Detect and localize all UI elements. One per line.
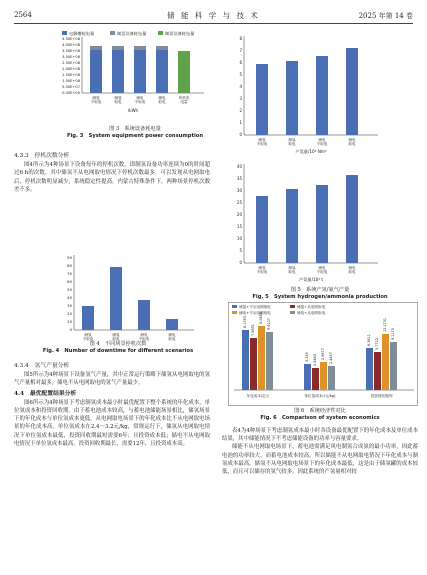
svg-text:储电: 储电 [158,96,166,100]
svg-text:储电: 储电 [318,266,326,270]
svg-text:7.5891: 7.5891 [251,324,255,336]
svg-text:取电: 取电 [112,337,120,341]
svg-text:不取电: 不取电 [256,142,268,146]
svg-text:20: 20 [67,311,72,316]
svg-text:取电: 取电 [114,100,122,104]
svg-text:储电+从电网取电: 储电+从电网取电 [297,311,326,315]
svg-text:60: 60 [67,279,72,284]
svg-text:7: 7 [239,48,242,53]
svg-text:90: 90 [67,255,72,260]
fig3-caption-cn: 图 3 系统设备耗电量 [109,126,161,132]
svg-text:9.6107: 9.6107 [267,318,271,330]
svg-text:产氢量/10⁴ Nm³: 产氢量/10⁴ Nm³ [295,149,327,154]
fig6-caption-cn: 图 6 系统经济性对比 [294,408,346,414]
svg-text:储氢: 储氢 [258,138,266,142]
section-4-3-3: 4.3.3 停机次数分析 [14,153,70,159]
svg-text:储氢: 储氢 [114,96,122,100]
svg-text:不取电: 不取电 [138,337,150,341]
svg-text:2.50E+08: 2.50E+08 [62,61,80,65]
fig5-caption [222,287,418,301]
svg-text:6: 6 [239,60,242,65]
svg-text:储氢: 储氢 [92,96,100,100]
svg-text:5.00E+07: 5.00E+07 [62,85,80,89]
svg-text:单位氢成本/(元/kg): 单位氢成本/(元/kg) [304,394,336,398]
fig6-chart [228,302,418,406]
page-number-top: 2564 [14,11,32,19]
svg-text:15: 15 [236,224,242,229]
issue-info: 2025 年第 14 卷 [358,12,413,20]
svg-text:储氢: 储氢 [288,266,296,270]
svg-text:6.3811: 6.3811 [367,334,371,346]
svg-text:5: 5 [239,72,242,77]
left-column-lower [14,360,210,448]
svg-text:40: 40 [236,164,242,169]
svg-text:9.0848: 9.0848 [259,312,263,324]
svg-text:8: 8 [239,36,242,41]
svg-text:储电: 储电 [140,333,148,337]
svg-text:0.00E+00: 0.00E+00 [62,91,80,95]
svg-text:不取电: 不取电 [316,270,328,274]
paragraph-4-4-b: 表4为4种场景下考虑制氢成本最小时各设备最优配置下的年化成本及单位成本结果，其中储能情况下不考虑储能设备的功率与容量要求。 [222,428,418,443]
svg-text:储电: 储电 [168,333,176,337]
svg-text:储氢+不从电网取电: 储氢+不从电网取电 [239,305,271,309]
svg-text:3: 3 [239,96,242,101]
svg-text:不取电: 不取电 [90,100,102,104]
svg-text:2.4457: 2.4457 [329,352,333,364]
paragraph-4-4-a: 图6所示为4种场景下考虑制氢成本最小时最优配置下整个系统的年化成本、单位氢成本和投资回收期。由于蓄电池成本较高，与蓄电池储能场景相比，储氢场景下的年化成本与单位氢成本更低。从电网取电场景下的年化成本比不从电网取电场景的年化成本高，单位氢成本在2.4～3.2元/kg，常规运行下，储氢从电网取电情况下单位氢成本最低，投资回收期最短需要6年；且投资成本低；储电不从电网取电情况下单位氢成本最高，投资回收期最长，需要12年，且投资成本高。 [14,399,210,447]
fig3-legend [62,30,194,37]
svg-text:电量: 电量 [180,100,188,104]
svg-text:取电: 取电 [348,142,356,146]
svg-text:储电: 储电 [348,138,356,142]
fig5-ammonia-bars [256,175,358,263]
svg-text:9.1173: 9.1173 [391,328,395,340]
svg-text:40: 40 [67,295,72,300]
svg-text:储氢: 储氢 [288,138,296,142]
svg-text:4.00E+08: 4.00E+08 [62,43,80,47]
svg-text:取电: 取电 [288,142,296,146]
svg-text:储电: 储电 [348,266,356,270]
svg-text:储电+不从电网取电: 储电+不从电网取电 [239,311,271,315]
svg-text:25: 25 [236,200,242,205]
fig5-chart [228,28,418,286]
svg-text:30: 30 [236,188,242,193]
svg-text:80: 80 [67,263,72,268]
svg-text:取电: 取电 [158,100,166,104]
fig4-chart [58,247,198,341]
svg-text:70: 70 [67,271,72,276]
right-column-text [222,427,418,476]
svg-text:4: 4 [239,84,242,89]
fig4-caption-en: Fig. 4 Number of downtime for different scenarios [42,348,194,354]
fig6-caption-en: Fig. 6 Comparison of system economics [260,415,380,421]
svg-text:取电: 取电 [168,337,176,341]
paragraph-4-3-4: 图5所示为4种场景下设备氢气产量，其中正常运行策略下储氢从电网取电的氢气产量相对最多，储电不从电网取电的氢气产量最少。 [14,372,210,387]
svg-text:1.50E+08: 1.50E+08 [62,73,80,77]
svg-text:10: 10 [236,236,242,241]
fig5-caption-cn: 图 5 系统产氢/氨气产量 [290,287,350,293]
svg-text:3.259: 3.259 [305,352,309,362]
svg-text:3.00E+08: 3.00E+08 [62,55,80,59]
svg-text:储氢: 储氢 [84,333,92,337]
svg-text:2: 2 [239,108,242,113]
svg-text:制氢设备耗电量: 制氢设备耗电量 [117,31,147,36]
svg-text:0: 0 [69,327,72,332]
svg-text:产氨量/10⁴ t: 产氨量/10⁴ t [299,277,323,282]
left-column-upper [14,150,210,194]
fig5-caption-en: Fig. 5 System hydrogen/ammonia production [252,294,388,300]
svg-text:储电: 储电 [136,96,144,100]
fig6-caption [222,408,418,422]
page-header [14,8,413,22]
svg-text:20: 20 [236,212,242,217]
svg-text:5.7722: 5.7722 [375,338,379,350]
svg-text:50: 50 [67,287,72,292]
header-rule [14,23,413,24]
fig3-caption-en: Fig. 3 System equipment power consumption [66,133,204,139]
svg-text:储氢: 储氢 [112,333,120,337]
fig3-chart [58,28,208,120]
svg-text:风机发: 风机发 [178,96,190,100]
svg-text:不取电: 不取电 [316,142,328,146]
svg-text:30: 30 [67,303,72,308]
paragraph-4-3-3: 图4所示为4种场景下设备每年的停机次数，即制氢设备功率连续为0的时间超过6 h的次数。其中储氢不从电网取电情况下停机次数最多，可以发现从电网取电后，停机次数明显减少，系统稳定性提高。内蒙古特殊条件下，两种场景停机次数差不多。 [14,162,210,193]
svg-text:2.00E+08: 2.00E+08 [62,67,80,71]
svg-text:制氨设备耗电量: 制氨设备耗电量 [165,31,195,36]
svg-text:取电: 取电 [348,270,356,274]
svg-text:储氢+从电网取电: 储氢+从电网取电 [297,305,326,309]
paragraph-4-4-c: 储能不从电网取电场景下，蓄电池需满足风电制氢合成氨的最小功率，因此蓄电池的功率较大，而蓄电池成本较高，所以储能不从电网取电情况下年化成本与制氢成本最高。储氢不从电网取电场景下的年化成本最低，这是由于储氢罐的成本较低，而且可以储存的氢气较多，因此系统的产氢量相对较 [222,444,418,476]
svg-text:0: 0 [239,260,242,265]
fig4-caption [20,341,216,355]
svg-text:储氢: 储氢 [258,266,266,270]
svg-text:投资回收期/年: 投资回收期/年 [370,394,394,398]
fig4-caption-cn: 图 4 不同场景停机次数 [89,341,147,347]
svg-text:0: 0 [239,132,242,137]
svg-text:5: 5 [239,248,242,253]
journal-title: 储 能 科 学 与 技 术 [167,11,260,20]
section-4-4: 4.4 最优配置结果分析 [14,390,77,397]
fig4-bars [82,267,178,330]
svg-text:取电: 取电 [288,270,296,274]
svg-text:不取电: 不取电 [256,270,268,274]
fig3-caption [40,126,230,140]
svg-text:/kWh: /kWh [127,108,139,113]
svg-text:35: 35 [236,176,242,181]
svg-text:2.5463: 2.5463 [313,354,317,366]
svg-text:年化成本/亿元: 年化成本/亿元 [246,394,270,398]
svg-text:电解槽耗电量: 电解槽耗电量 [69,31,95,36]
svg-text:10: 10 [67,319,72,324]
svg-text:储电: 储电 [318,138,326,142]
svg-text:1: 1 [239,120,242,125]
svg-text:1.00E+08: 1.00E+08 [62,79,80,83]
svg-text:8.1783: 8.1783 [243,316,247,328]
svg-text:3.50E+08: 3.50E+08 [62,49,80,53]
svg-text:2.9877: 2.9877 [321,348,325,360]
fig5-hydrogen-bars [256,48,358,135]
svg-text:4.50E+08: 4.50E+08 [62,37,80,41]
section-4-3-4: 4.3.4 氢气产量分析 [14,363,70,369]
svg-text:12.1731: 12.1731 [383,317,387,332]
svg-text:不取电: 不取电 [82,337,94,341]
svg-text:不取电: 不取电 [134,100,146,104]
